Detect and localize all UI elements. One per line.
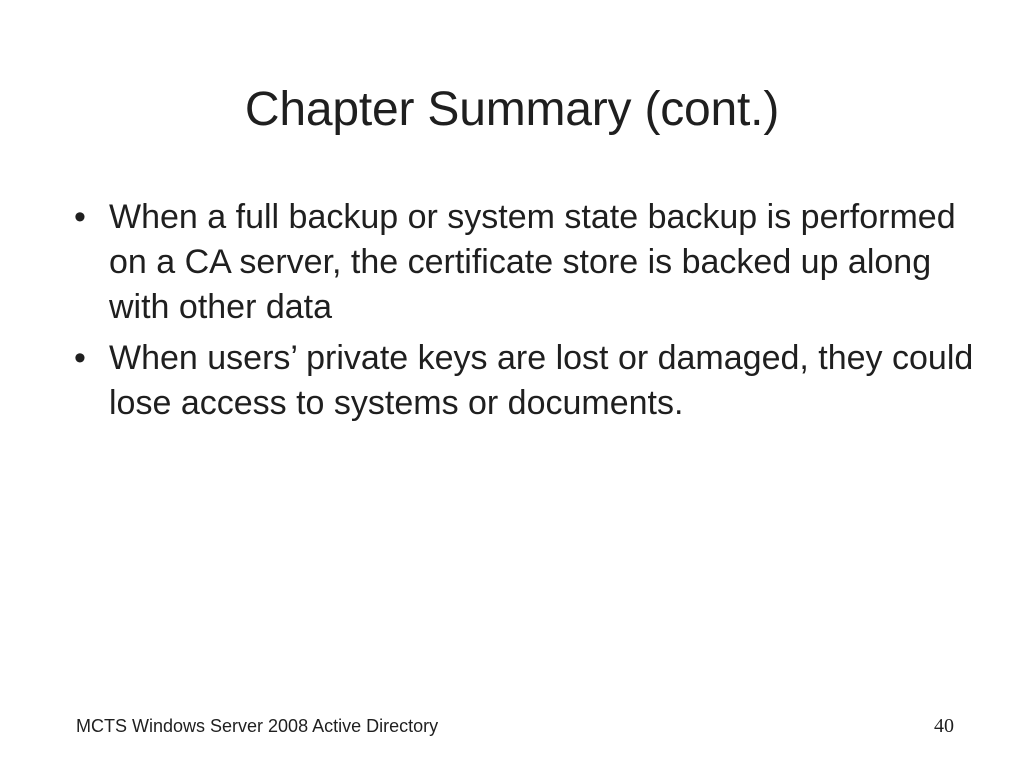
page-number: 40 [934, 715, 954, 737]
bullet-item [74, 195, 974, 330]
slide-title: Chapter Summary (cont.) [244, 83, 780, 136]
bullet-list [74, 195, 974, 432]
bullet-text: When users’ private keys are lost or damaged, they could lose access to systems or documents. [109, 339, 974, 422]
bullet-text: When a full backup or system state backup is performed on a CA server, the certificate store is backed up along with other data [109, 198, 956, 326]
bullet-icon: • [74, 198, 86, 236]
bullet-item [74, 336, 974, 426]
footer-course-title: MCTS Windows Server 2008 Active Directory [76, 716, 439, 736]
bullet-icon: • [74, 339, 86, 377]
